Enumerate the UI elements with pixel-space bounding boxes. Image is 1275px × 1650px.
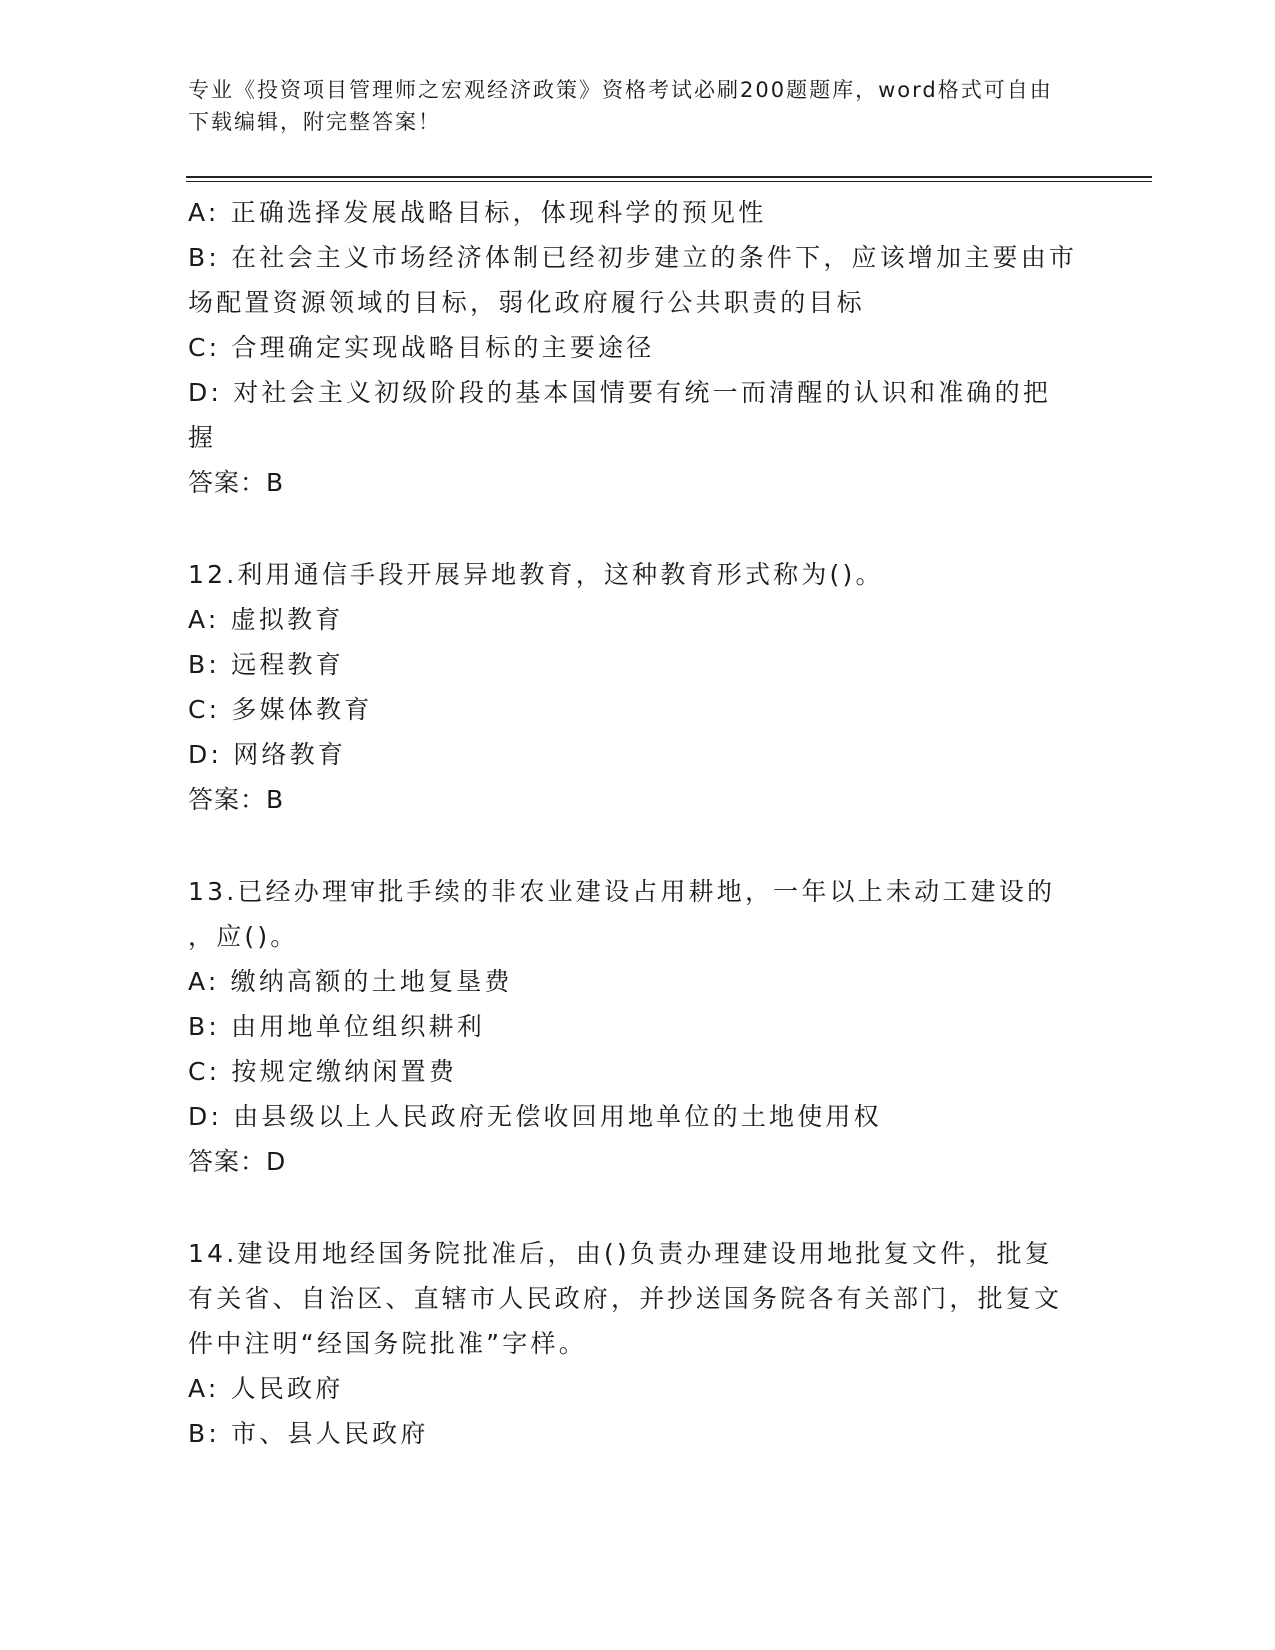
- option-d: D: 网络教育: [188, 740, 347, 769]
- question-14: [188, 1231, 1078, 1456]
- answer: 答案：D: [188, 1147, 287, 1176]
- option-c: C: 多媒体教育: [188, 695, 373, 724]
- question-list: [188, 190, 1078, 1456]
- option-c: C: 按规定缴纳闲置费: [188, 1057, 458, 1086]
- answer: 答案：B: [188, 468, 285, 497]
- option-a: A: 缴纳高额的土地复垦费: [188, 967, 513, 996]
- answer: 答案：B: [188, 785, 285, 814]
- option-b: B: 市、县人民政府: [188, 1419, 429, 1448]
- spacer: [188, 505, 1078, 552]
- spacer: [188, 822, 1078, 869]
- header-rule-thin: [186, 181, 1152, 182]
- option-c: C: 合理确定实现战略目标的主要途径: [188, 333, 655, 362]
- question-11-remainder: [188, 190, 1078, 505]
- question-13: [188, 869, 1078, 1184]
- question-stem: 14.建设用地经国务院批准后，由()负责办理建设用地批复文件，批复有关省、自治区、直辖市人民政府，并抄送国务院各有关部门，批复文件中注明“经国务院批准”字样。: [188, 1239, 1063, 1358]
- option-a: A: 虚拟教育: [188, 605, 344, 634]
- option-a: A: 正确选择发展战略目标，体现科学的预见性: [188, 198, 767, 227]
- option-d: D: 对社会主义初级阶段的基本国情要有统一而清醒的认识和准确的把握: [188, 378, 1052, 452]
- option-d: D: 由县级以上人民政府无偿收回用地单位的土地使用权: [188, 1102, 882, 1131]
- document-header: 专业《投资项目管理师之宏观经济政策》资格考试必刷200题题库，word格式可自由下载编辑，附完整答案！: [188, 78, 1053, 134]
- option-a: A: 人民政府: [188, 1374, 344, 1403]
- option-b: B: 由用地单位组织耕利: [188, 1012, 485, 1041]
- option-b: B: 在社会主义市场经济体制已经初步建立的条件下，应该增加主要由市场配置资源领域的目标，弱化政府履行公共职责的目标: [188, 243, 1078, 317]
- question-12: [188, 552, 1078, 822]
- spacer: [188, 1184, 1078, 1231]
- header-rule-thick: [186, 176, 1152, 178]
- question-stem-line-2: ，应()。: [188, 922, 299, 951]
- question-stem-line-1: 13.已经办理审批手续的非农业建设占用耕地，一年以上未动工建设的: [188, 877, 1056, 906]
- question-stem: 12.利用通信手段开展异地教育，这种教育形式称为()。: [188, 560, 884, 589]
- option-b: B: 远程教育: [188, 650, 344, 679]
